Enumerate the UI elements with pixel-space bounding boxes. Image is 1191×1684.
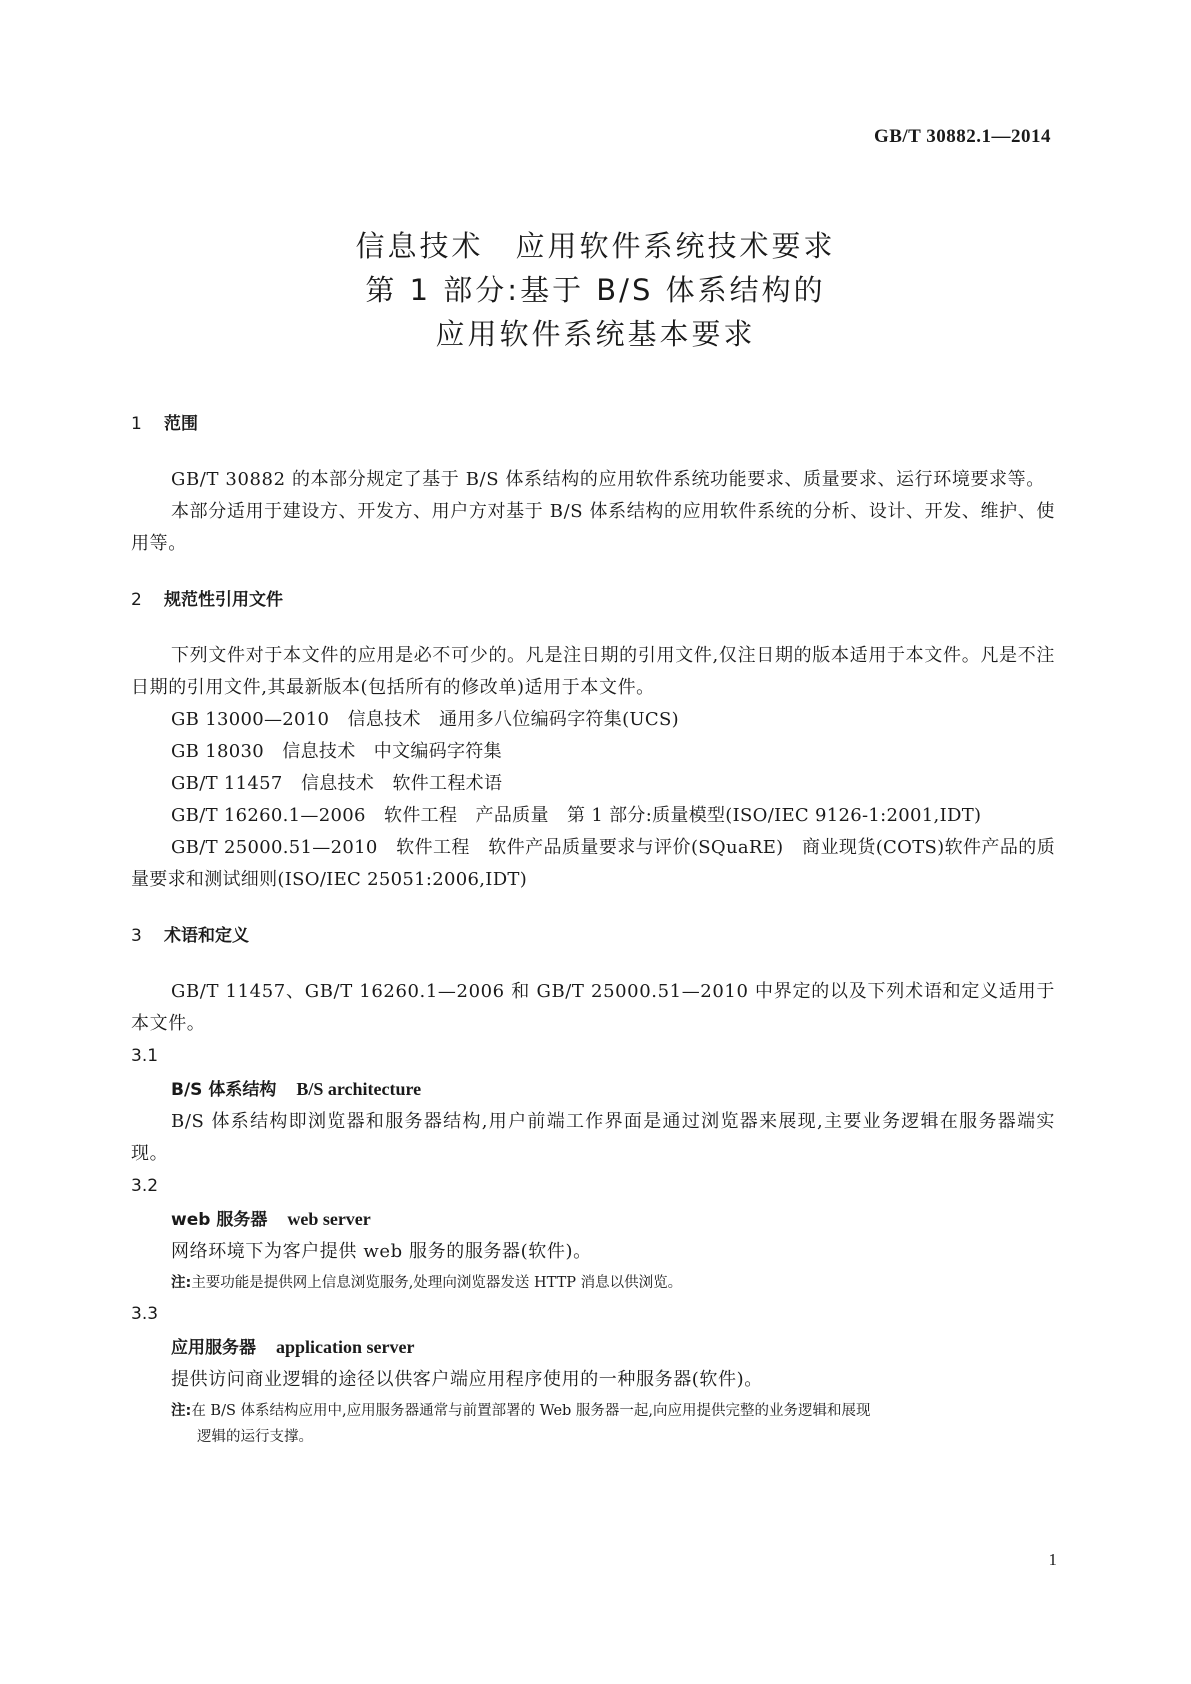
paragraph: GB/T 30882 的本部分规定了基于 B/S 体系结构的应用软件系统功能要求、质量要求、运行环境要求等。 [171,469,1045,490]
paragraph: 下列文件对于本文件的应用是必不可少的。凡是注日期的引用文件,仅注日期的版本适用于本文件。凡是不注日期的引用文件,其最新版本(包括所有的修改单)适用于本文件。 [131,645,1055,698]
term-definition: 提供访问商业逻辑的途径以供客户端应用程序使用的一种服务器(软件)。 [171,1369,763,1390]
term-name-en: B/S architecture [296,1079,422,1099]
section-3-heading [131,920,1055,952]
paragraph: 本部分适用于建设方、开发方、用户方对基于 B/S 体系结构的应用软件系统的分析、设计、开发、维护、使用等。 [131,501,1055,554]
section-title: 术语和定义 [164,926,249,946]
section-number: 2 [131,590,142,610]
section-number: 1 [131,414,142,434]
section-title: 规范性引用文件 [164,590,283,610]
title-line-2: 第 1 部分:基于 B/S 体系结构的 [365,273,826,307]
term-name [131,1202,1055,1236]
term-definition: 网络环境下为客户提供 web 服务的服务器(软件)。 [171,1241,592,1262]
term-note [131,1270,1055,1296]
section-2-heading [131,584,1055,616]
term-number: 3.2 [131,1176,159,1196]
reference-item: GB/T 16260.1—2006 软件工程 产品质量 第 1 部分:质量模型(ISO/IEC 9126-1:2001,IDT) [171,805,982,826]
standard-code: GB/T 30882.1—2014 [873,126,1051,147]
term-name-en: web server [287,1209,371,1229]
note-label: 注: [171,1403,192,1419]
term-number: 3.1 [131,1046,159,1066]
section-title: 范围 [164,414,198,434]
term-name-zh: web 服务器 [171,1210,268,1230]
note-text-continued: 逻辑的运行支撑。 [197,1429,313,1445]
section-number: 3 [131,926,142,946]
term-note [131,1398,1055,1450]
term-name [131,1072,1055,1106]
note-text: 在 B/S 体系结构应用中,应用服务器通常与前置部署的 Web 服务器一起,向应用提供完整的业务逻辑和展现 [191,1403,871,1419]
note-label: 注: [171,1275,192,1291]
term-name-zh: B/S 体系结构 [171,1080,277,1100]
reference-item: GB/T 25000.51—2010 软件工程 软件产品质量要求与评价(SQuaRE) 商业现货(COTS)软件产品的质量要求和测试细则(ISO/IEC 25051:2006,IDT) [131,837,1055,890]
title-line-3: 应用软件系统基本要求 [435,317,756,351]
reference-item: GB 13000—2010 信息技术 通用多八位编码字符集(UCS) [171,709,679,730]
document-body [131,408,1055,1452]
document-title [0,224,1191,356]
reference-item: GB 18030 信息技术 中文编码字符集 [171,741,502,762]
page-number: 1 [1048,1550,1057,1569]
term-definition: B/S 体系结构即浏览器和服务器结构,用户前端工作界面是通过浏览器来展现,主要业务逻辑在服务器端实现。 [131,1111,1055,1164]
term-number: 3.3 [131,1304,159,1324]
paragraph: GB/T 11457、GB/T 16260.1—2006 和 GB/T 25000.51—2010 中界定的以及下列术语和定义适用于本文件。 [131,981,1055,1034]
term-name [131,1330,1055,1364]
note-text: 主要功能是提供网上信息浏览服务,处理向浏览器发送 HTTP 消息以供浏览。 [191,1275,683,1291]
term-name-zh: 应用服务器 [171,1338,256,1358]
term-name-en: application server [276,1337,415,1357]
section-1-heading [131,408,1055,440]
title-line-1: 信息技术 应用软件系统技术要求 [355,229,836,263]
reference-item: GB/T 11457 信息技术 软件工程术语 [171,773,503,794]
